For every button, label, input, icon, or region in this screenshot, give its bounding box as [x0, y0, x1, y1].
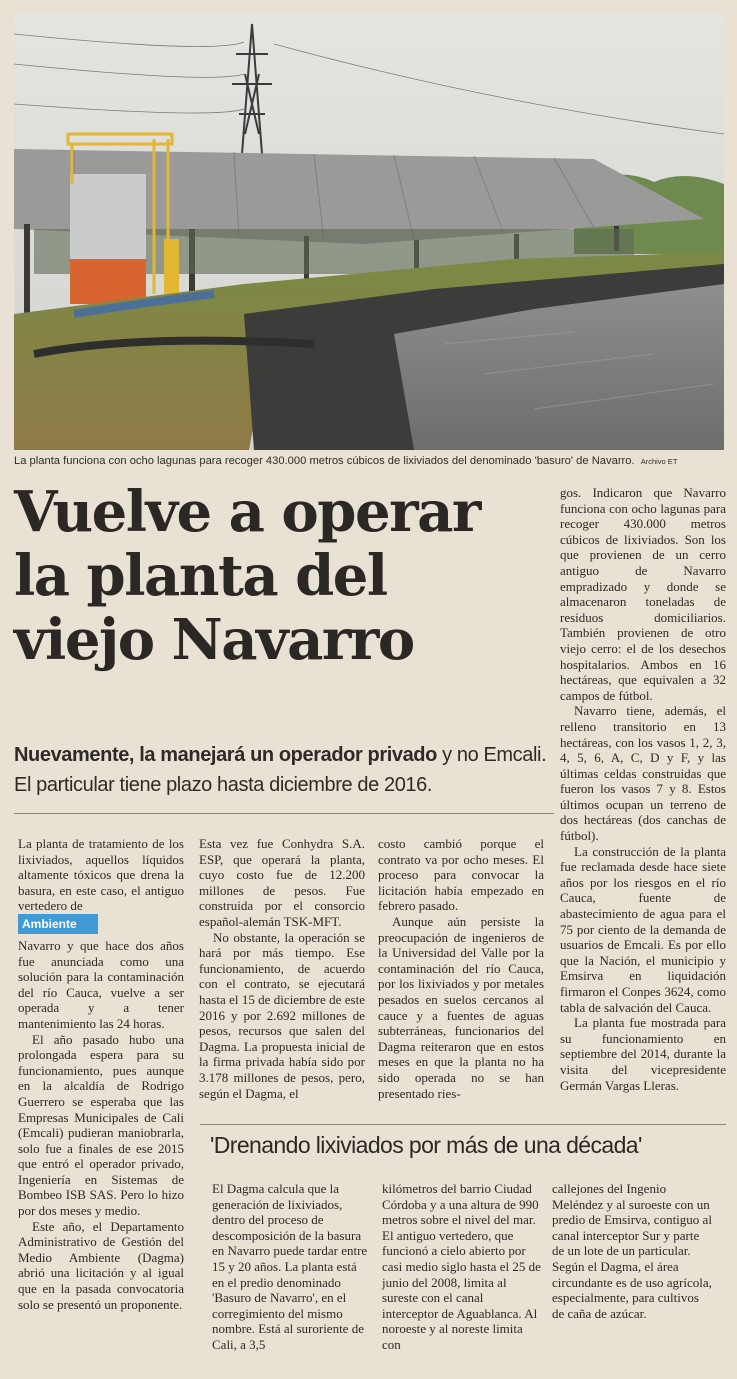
sidebar-col3-text: callejones del Ingenio Meléndez y al suroeste con un predio de Emsirva, contiguo al canal interceptor Sur y parte de un lote de un particular. Según el Dagma, el área circundante es de uso agrícola, especialmente, para cultivos de caña de azúcar. [552, 1181, 712, 1321]
col3-paragraph-2: Aunque aún persiste la preocupación de ingenieros de la Universidad del Valle por la contaminación del río Cauca, por los lixiviados y por metales pesados en suelos cercanos al cauce y a fuentes de aguas subterráneas, funcionarios del Dagma reiteraron que en estos meses en que la planta no ha sido operada no se han presentado ries- [378, 913, 544, 1101]
col3-paragraph-1: costo cambió porque el contrato va por ocho meses. El proceso para convocar la licitación había empezado en febrero pasado. [378, 836, 544, 914]
headline-line-3: viejo Navarro [14, 607, 414, 673]
col2-paragraph-1: Esta vez fue Conhydra S.A. ESP, que operará la planta, cuyo costo fue de 12.200 millones de pesos. Fue construida por el consorcio español-alemán TSK-MFT. [199, 836, 365, 929]
section-tag-ambiente: Ambiente [18, 914, 98, 934]
deck-divider [14, 813, 554, 814]
body-column-3 [378, 836, 544, 1101]
photo-credit: Archivo ET [640, 457, 678, 466]
col4-paragraph-4: La planta fue mostrada para su funcionamiento en septiembre del 2014, durante la visita del vicepresidente Germán Vargas Lleras. [560, 1015, 726, 1093]
sidebar-column-3 [552, 1181, 712, 1321]
body-column-1 [18, 836, 184, 1312]
sidebar-title: 'Drenando lixiviados por más de una década' [210, 1132, 642, 1158]
col4-paragraph-2: Navarro tiene, además, el relleno transitorio en 13 hectáreas, con los vasos 1, 2, 3, 4, 5, 6, A, C, D y F, y las últimas celdas construidas que fueron los vasos 7 y 8. Estos últimos ocupan un terreno de dos hectáreas (dos canchas de fútbol). [560, 703, 726, 844]
col1-paragraph-2: El año pasado hubo una prolongada espera para su funcionamiento, pues aunque en la alcaldía de Rodrigo Guerrero se esperaba que las Empresas Municipales de Cali (Emcali) pudieran maniobrarla, solo fue a finales de ese 2015 que entró el operador privado, Ingeniería en Sistemas de Bombeo ISB SAS. Pero lo hizo por dos meses y medio. [18, 1031, 184, 1219]
sidebar-column-1 [212, 1181, 372, 1353]
col4-paragraph-3: La construcción de la planta fue reclamada desde hace siete años por los riesgos en el río Cauca, fuente de abastecimiento de agua para el 75 por ciento de la demanda de usuarios de Emcali. Es por ello que la Nación, el municipio y Emsirva en liquidación firmaron el Conpes 3624, como tabla de salvación del Cauca. [560, 843, 726, 1015]
col1-paragraph-1-rest: Navarro y que hace dos años fue anunciada como una solución para la contaminación del río Cauca, vuelve a ser operada y a tener mantenimiento las 24 horas. [18, 937, 184, 1031]
col1-paragraph-1 [18, 836, 184, 914]
photo-caption [14, 455, 726, 467]
leachate-plant-photo [14, 14, 724, 450]
sidebar-col2-text: kilómetros del barrio Ciudad Córdoba y a una altura de 990 metros sobre el nivel del mar. El antiguo vertedero, que funcionó a cielo abierto por casi medio siglo hasta el 25 de junio del 2008, limita al sureste con el canal interceptor de Aguablanca. Al noroeste y al noreste limita con [382, 1181, 541, 1352]
headline-line-1: Vuelve a operar [14, 479, 480, 545]
col1-paragraph-3: Este año, el Departamento Administrativo de Gestión del Medio Ambiente (Dagma) abrió una licitación y al igual que en la pasada convocatoria solo se presentó un proponente. [18, 1218, 184, 1312]
headline [14, 480, 554, 672]
col2-paragraph-2: No obstante, la operación se hará por más tiempo. Ese funcionamiento, de acuerdo con el contrato, se ejecutará hasta el 15 de diciembre de este 2016 y por 2.692 millones de pesos, recursos que salen del Dagma. La propuesta inicial de la firma privada había sido por 3.178 millones de pesos, pero, según el Dagma, el [199, 929, 365, 1101]
headline-line-2: la planta del [14, 543, 387, 609]
subheadline-rest: y no Emcali. El particular tiene plazo hasta diciembre de 2016. [14, 744, 547, 796]
col4-paragraph-1: gos. Indicaron que Navarro funciona con ocho lagunas para recoger 430.000 metros cúbicos de lixiviados. Son los que provienen de un cerro antiguo de Navarro empradizado y donde se almacenaron toneladas de residuos domiciliarios. También provienen de otro viejo cerro: el de los desechos hospitalarios. Ambos en 16 hectáreas, que equivalen a 32 campos de fútbol. [560, 485, 726, 703]
sidebar-column-2 [382, 1181, 542, 1353]
sidebar-col1-text: El Dagma calcula que la generación de lixiviados, dentro del proceso de descomposición de la basura en Navarro puede tardar entre 15 y 20 años. La planta está en el predio denominado 'Basuro de Navarro', en el corregimiento del mismo nombre. Está al suroriente de Cali, a 3,5 [212, 1181, 368, 1352]
body-column-2 [199, 836, 365, 1101]
col1-lead: La planta de tratamiento de los lixiviados, aquellos líquidos altamente tóxicos que drena la basura, en este caso, el antiguo vertedero de [18, 836, 184, 914]
caption-text: La planta funciona con ocho lagunas para recoger 430.000 metros cúbicos de lixiviados del denominado 'basuro' de Navarro. [14, 455, 635, 467]
body-column-4 [560, 485, 726, 1093]
subheadline-bold: Nuevamente, la manejará un operador privado [14, 744, 437, 766]
news-photo [14, 14, 724, 450]
sidebar-divider [200, 1124, 726, 1125]
subheadline [14, 740, 554, 800]
